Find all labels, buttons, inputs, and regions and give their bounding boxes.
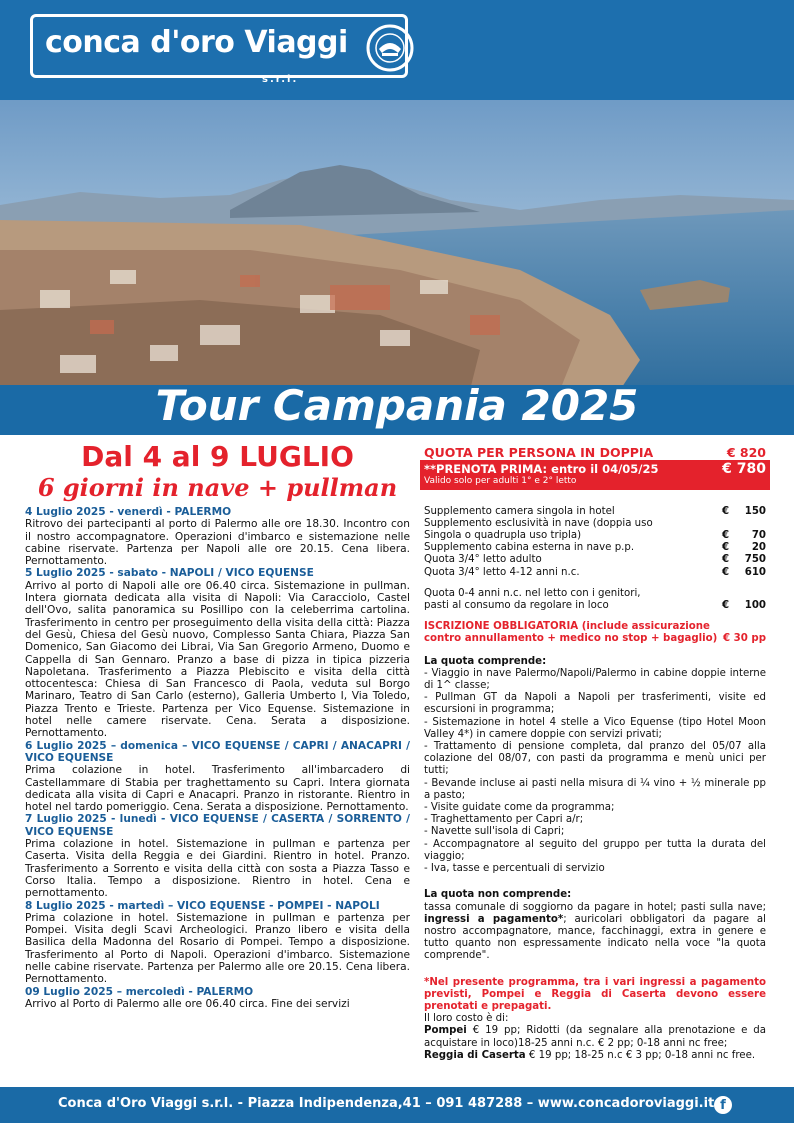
page-title: Tour Campania 2025 [155,381,639,430]
pricing-column [420,445,770,1062]
supplement-label: Quota 3/4° letto 4-12 anni n.c. [424,566,580,578]
currency: € [722,600,730,612]
currency: € [722,554,730,566]
day-heading: 4 Luglio 2025 - venerdì - PALERMO [25,506,232,518]
caserta-text: € 19 pp; 18-25 n.c € 3 pp; 0-18 anni nc free. [525,1049,756,1061]
day-heading: 7 Luglio 2025 - lunedì - VICO EQUENSE / CASERTA / SORRENTO / VICO EQUENSE [25,813,410,838]
currency: € [722,566,730,578]
excludes-section [420,889,770,962]
supplement-label: Singola o quadrupla uso tripla) [424,530,582,542]
children-line: pasti al consumo da regolare in loco [424,600,609,612]
itinerary-day [25,506,410,567]
list-item: - Viaggio in nave Palermo/Napoli/Palermo in cabine doppie interne di 1^ classe; [424,667,766,692]
supplement-label: Quota 3/4° letto adulto [424,554,542,566]
notes-red: *Nel presente programma, tra i vari ingressi a pagamento previsti, Pompei e Reggia di Caserta devono essere prenotati e prepagati. [424,976,766,1012]
early-price: € 780 [722,461,766,478]
excludes-text-b: ; auricolari obbligatori da pagare al nostro accompagnatore, mance, facchinaggi, extra in genere e tutto quanto non espressamente indicato nella voce "la quota comprende". [424,913,766,962]
footer [0,1087,794,1123]
iscrizione-row [424,621,766,645]
list-item: - Sistemazione in hotel 4 stelle a Vico Equense (tipo Hotel Moon Valley 4*) in camere doppie con servizi privati; [424,716,766,740]
logo-srl: s.r.l. [262,74,299,85]
excludes-text-bold: ingressi a pagamento* [424,913,564,925]
includes-section [420,656,770,876]
list-item: - Accompagnatore al seguito del gruppo per tutta la durata del viaggio; [424,838,766,862]
quota-row [420,445,770,461]
supplement-amount: 610 [744,566,766,578]
itinerary-column [25,440,410,1010]
currency: € [722,542,730,554]
pompei-text: € 19 pp; Ridotti (da segnalare alla prenotazione e da acquistare in loco)18-25 anni n.c. € 2 pp; 0-18 anni nc free; [424,1025,766,1049]
logo [30,14,408,78]
day-heading: 09 Luglio 2025 – mercoledì - PALERMO [25,985,254,998]
excludes-text-a: tassa comunale di soggiorno da pagare in hotel; pasti sulla nave; [424,901,766,913]
day-text: Arrivo al porto di Napoli alle ore 06.40 circa. Sistemazione in pullman. Intera giornata dedicata alla visita di Napoli: Via Caracciolo, Castel dell'Ovo, salita panoramica su Posillipo con la celeberrima cartolina. Trasferimento in centro per proseguimento della visita della città: Piazza del Gesù, Chiesa del Gesù nuovo, Complesso Santa Chiara, Piazza San Domenico, San Giacomo dei Librai, Via San Gregorio Armeno, Duomo e Cappella di San Gennaro. Pranzo a base di pizza in tipica pizzeria Napoletana. Trasferimento a Piazza Plebiscito e visita della città ottocentesca: Chiesa di San Francesco di Paola, veduta sul Borgo Marinaro, Teatro di San Carlo (esterno), Galleria Umberto I, Via Toledo, Piazza Trento e Trieste. Partenza per Vico Equense. Sistemazione in hotel nelle camere riservate. Cena. Serata a disposizione. Pernottamento. [25,579,410,740]
footer-contact: Conca d'Oro Viaggi s.r.l. - Piazza Indipendenza,41 – 091 487288 – www.concadoroviaggi.it [58,1096,715,1111]
list-item: - Traghettamento per Capri a/r; [424,814,584,826]
list-item: - Trattamento di pensione completa, dal pranzo del 05/07 alla colazione del 08/07, con pasti da programma e menù unici per tutti; [424,741,766,777]
logo-text: conca d'oro Viaggi [45,25,348,60]
supplement-row [424,542,766,554]
caserta-cost [424,1050,766,1062]
supplement-row [424,530,766,542]
list-item: - Navette sull'isola di Capri; [424,826,565,838]
quota-label: QUOTA PER PERSONA IN DOPPIA [424,445,654,460]
seal-icon [365,23,415,73]
supplement-amount: 150 [744,505,766,517]
hero-image-naples [0,100,794,390]
supplement-row [424,567,766,579]
itinerary-day [25,813,410,899]
day-text: Prima colazione in hotel. Sistemazione in pullman e partenza per Caserta. Visita della Reggia e dei Giardini. Rientro in hotel. Pranzo. Trasferimento a Sorrento e visita della città con sosta a Piazza Tasso e Corso Italia. Tempo a disposizione. Rientro in hotel. Cena e pernottamento. [25,838,410,900]
supplement-label: Supplemento esclusività in nave (doppia uso [424,517,653,529]
caserta-label: Reggia di Caserta [424,1049,526,1061]
quota-price: € 820 [726,445,766,460]
day-text: Prima colazione in hotel. Trasferimento all'imbarcadero di Castellammare di Stabia per traghettamento su Capri. Intera giornata dedicata alla visita di Capri e Anacapri. Pranzo in ristorante. Rientro in hotel nel tardo pomeriggio. Cena. Serata a disposizione. Pernottamento. [25,764,410,814]
pompei-label: Pompei [424,1025,467,1037]
supplement-amount: 20 [751,542,766,554]
iscrizione-line: contro annullamento + medico no stop + bagaglio) [424,633,718,645]
list-item: - Visite guidate come da programma; [424,802,615,814]
list-item: - Bevande incluse ai pasti nella misura di ¼ vino + ½ minerale pp a pasto; [424,777,766,801]
day-text: Arrivo al Porto di Palermo alle ore 06.40 circa. Fine dei servizi [25,997,350,1010]
supplement-label: Supplemento camera singola in hotel [424,505,615,517]
supplement-row [424,518,766,530]
list-item: - Pullman GT da Napoli a Napoli per trasferimenti, visite ed escursioni in programma; [424,692,766,716]
excludes-text [424,902,766,963]
notes-section [420,977,770,1062]
iscrizione-price: € 30 pp [723,633,766,645]
early-label: **PRENOTA PRIMA: entro il 04/05/25 [424,462,659,477]
currency: € [722,530,730,542]
currency: € [722,505,730,517]
itinerary-day [25,740,410,814]
tour-subtitle: 6 giorni in nave + pullman [37,473,398,502]
supplement-row [424,506,766,518]
day-text: Prima colazione in hotel. Sistemazione in pullman e partenza per Pompei. Visita degli Scavi Archeologici. Pranzo libero e visita della Basilica della Madonna del Rosario di Pompei. Tempo a disposizione. Trasferimento al Porto di Napoli. Operazioni d'imbarco. Sistemazione nelle cabine riservate. Partenza per Palermo alle ore 20.15. Cena libera. Pernottamento. [25,911,410,986]
children-amount: 100 [744,600,766,612]
list-item: - Iva, tasse e percentuali di servizio [424,863,605,875]
pompei-cost [424,1025,766,1049]
day-text: Ritrovo dei partecipanti al porto di Palermo alle ore 18.30. Incontro con il nostro accompagnatore. Operazioni d'imbarco e sistemazione nelle cabine riservate. Partenza per Napoli alle ore 20.15. Cena libera. Pernottamento. [25,518,410,568]
early-note: Valido solo per adulti 1° e 2° letto [424,476,577,487]
early-booking-box [420,461,770,489]
supplement-amount: 70 [751,530,766,542]
includes-title: La quota comprende: [424,655,547,667]
children-quota [424,588,766,612]
cost-intro: Il loro costo è di: [424,1013,509,1025]
excludes-title: La quota non comprende: [424,889,572,901]
day-heading: 5 Luglio 2025 - sabato - NAPOLI / VICO EQUENSE [25,567,314,580]
iscrizione-line: ISCRIZIONE OBBLIGATORIA (include assicurazione [424,621,710,633]
tour-dates: Dal 4 al 9 LUGLIO [81,440,354,473]
supplement-amount: 750 [744,554,766,566]
itinerary-day [25,567,410,739]
supplement-label: Supplemento cabina esterna in nave p.p. [424,542,635,554]
day-heading: 8 Luglio 2025 - martedì – VICO EQUENSE - POMPEI - NAPOLI [25,899,380,912]
supplement-row [424,554,766,566]
hero-scene [0,100,794,390]
supplements-list [420,506,770,646]
itinerary-day [25,900,410,986]
day-heading: 6 Luglio 2025 – domenica – VICO EQUENSE / CAPRI / ANACAPRI / VICO EQUENSE [25,739,410,764]
itinerary-day [25,986,410,1011]
children-line: Quota 0-4 anni n.c. nel letto con i genitori, [424,587,641,599]
facebook-icon[interactable]: f [714,1096,732,1114]
